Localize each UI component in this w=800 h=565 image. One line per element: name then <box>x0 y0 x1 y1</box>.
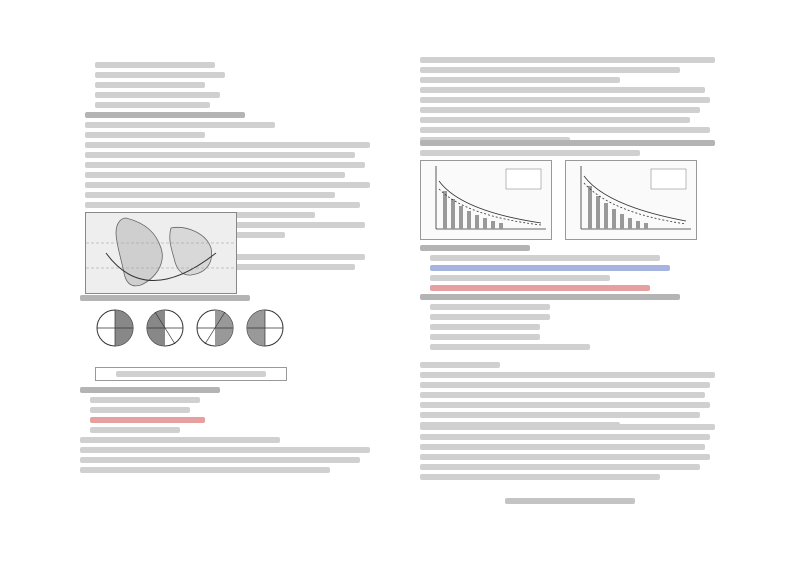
section-footer <box>505 498 635 504</box>
map-figure <box>85 212 237 294</box>
question-7 <box>420 245 720 295</box>
analysis-paragraph-2 <box>420 424 720 484</box>
globes-row <box>95 308 285 368</box>
globe-a <box>95 308 135 368</box>
globe-b-icon <box>145 308 185 348</box>
globe-b <box>145 308 185 368</box>
chart-city-b-graphic <box>566 161 696 239</box>
right-column <box>420 62 720 492</box>
chart-city-a <box>420 160 552 240</box>
figure-3-intro <box>420 140 720 160</box>
globe-a-icon <box>95 308 135 348</box>
analysis-paragraph <box>420 362 720 432</box>
top-paragraph <box>420 57 720 147</box>
question-5 <box>80 295 280 305</box>
globe-d <box>245 308 285 368</box>
map-graphic <box>86 213 236 293</box>
left-column <box>85 62 385 492</box>
globes-caption <box>95 367 287 381</box>
chart-city-b <box>565 160 697 240</box>
question-8 <box>420 294 720 354</box>
answer-analysis-left <box>80 437 380 477</box>
globe-c-icon <box>195 308 235 348</box>
question-block <box>85 112 305 142</box>
chart-city-a-graphic <box>421 161 551 239</box>
globe-c <box>195 308 235 368</box>
question-6 <box>80 387 370 437</box>
globe-d-icon <box>245 308 285 348</box>
